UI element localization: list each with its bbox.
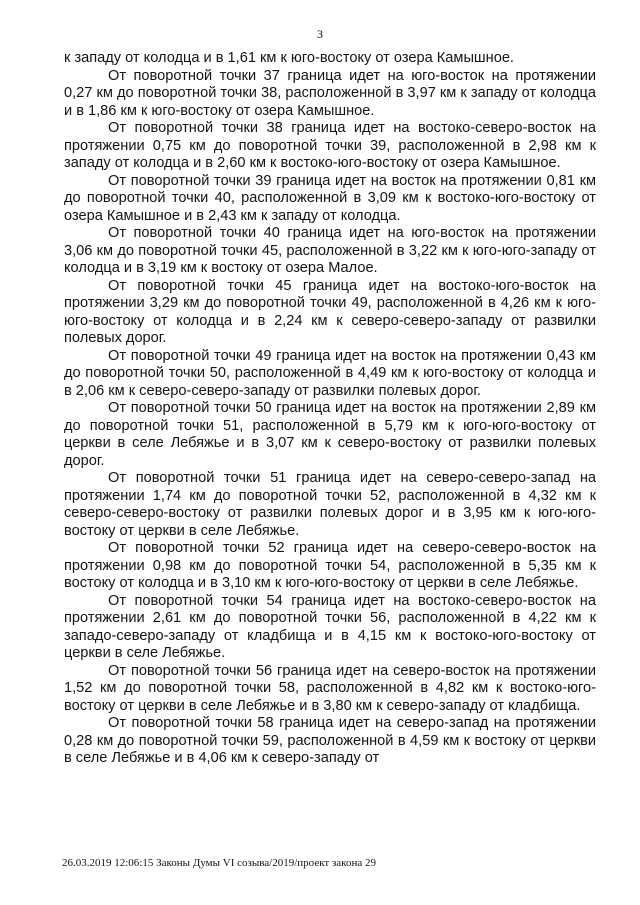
paragraph-point-52: От поворотной точки 52 граница идет на северо-северо-восток на протяжении 0,98 км до поворотной точки 54, расположенной в 5,35 км к востоку от колодца и в 3,10 км к юго-юго-востоку от церкви в селе Лебяжье. <box>64 540 596 591</box>
paragraph-point-49: От поворотной точки 49 граница идет на восток на протяжении 0,43 км до поворотной точки 50, расположенной в 4,49 км к юго-востоку от колодца и в 2,06 км к северо-северо-западу от развилки полевых дорог. <box>64 347 596 399</box>
page-number: 3 <box>317 27 323 41</box>
paragraph-point-39: От поворотной точки 39 граница идет на восток на протяжении 0,81 км до поворотной точки 40, расположенной в 3,09 км к востоко-юго-востоку от озера Камышное и в 2,43 км к западу от колодца. <box>64 172 596 224</box>
paragraph-point-40: От поворотной точки 40 граница идет на юго-восток на протяжении 3,06 км до поворотной точки 45, расположенной в 3,22 км к юго-юго-западу от колодца и в 3,19 км к востоку от озера Малое. <box>64 225 596 276</box>
paragraph-point-54: От поворотной точки 54 граница идет на востоко-северо-восток на протяжении 2,61 км до поворотной точки 56, расположенной в 4,22 км к западо-северо-западу от кладбища и в 4,15 км к востоко-юго-востоку от церкви в селе Лебяжье. <box>64 592 596 661</box>
paragraph-point-50: От поворотной точки 50 граница идет на восток на протяжении 2,89 км до поворотной точки 51, расположенной в 5,79 км к юго-юго-востоку от церкви в селе Лебяжье и в 3,07 км к северо-востоку от развилки полевых дорог. <box>64 400 596 469</box>
document-footer: 26.03.2019 12:06:15 Законы Думы VI созыва/2019/проект закона 29 <box>62 857 376 869</box>
paragraph-point-38: От поворотной точки 38 граница идет на востоко-северо-восток на протяжении 0,75 км до поворотной точки 39, расположенной в 2,98 км к западу от колодца и в 2,60 км к востоко-юго-востоку от озера Камышное. <box>64 120 596 171</box>
paragraph-point-37: От поворотной точки 37 граница идет на юго-восток на протяжении 0,27 км до поворотной точки 38, расположенной в 3,97 км к западу от колодца и в 1,86 км к юго-востоку от озера Камышное. <box>64 67 596 119</box>
paragraph-point-51: От поворотной точки 51 граница идет на северо-северо-запад на протяжении 1,74 км до поворотной точки 52, расположенной в 4,32 км к северо-северо-востоку от развилки полевых дорог и в 3,95 км к юго-юго-востоку от церкви в селе Лебяжье. <box>64 470 596 539</box>
paragraph-point-58: От поворотной точки 58 граница идет на северо-запад на протяжении 0,28 км до поворотной точки 59, расположенной в 4,59 км к востоку от церкви в селе Лебяжье и в 4,06 км к северо-западу от <box>64 715 596 766</box>
document-body <box>64 50 596 768</box>
paragraph-continuation: к западу от колодца и в 1,61 км к юго-востоку от озера Камышное. <box>64 50 514 66</box>
paragraph-point-45: От поворотной точки 45 граница идет на востоко-юго-восток на протяжении 3,29 км до поворотной точки 49, расположенной в 4,26 км к юго-юго-востоку от колодца и в 2,24 км к северо-северо-западу от развилки полевых дорог. <box>64 277 596 346</box>
paragraph-point-56: От поворотной точки 56 граница идет на северо-восток на протяжении 1,52 км до поворотной точки 58, расположенной в 4,82 км к востоко-юго-востоку от церкви в селе Лебяжье и в 3,80 км к северо-западу от кладбища. <box>64 662 596 714</box>
